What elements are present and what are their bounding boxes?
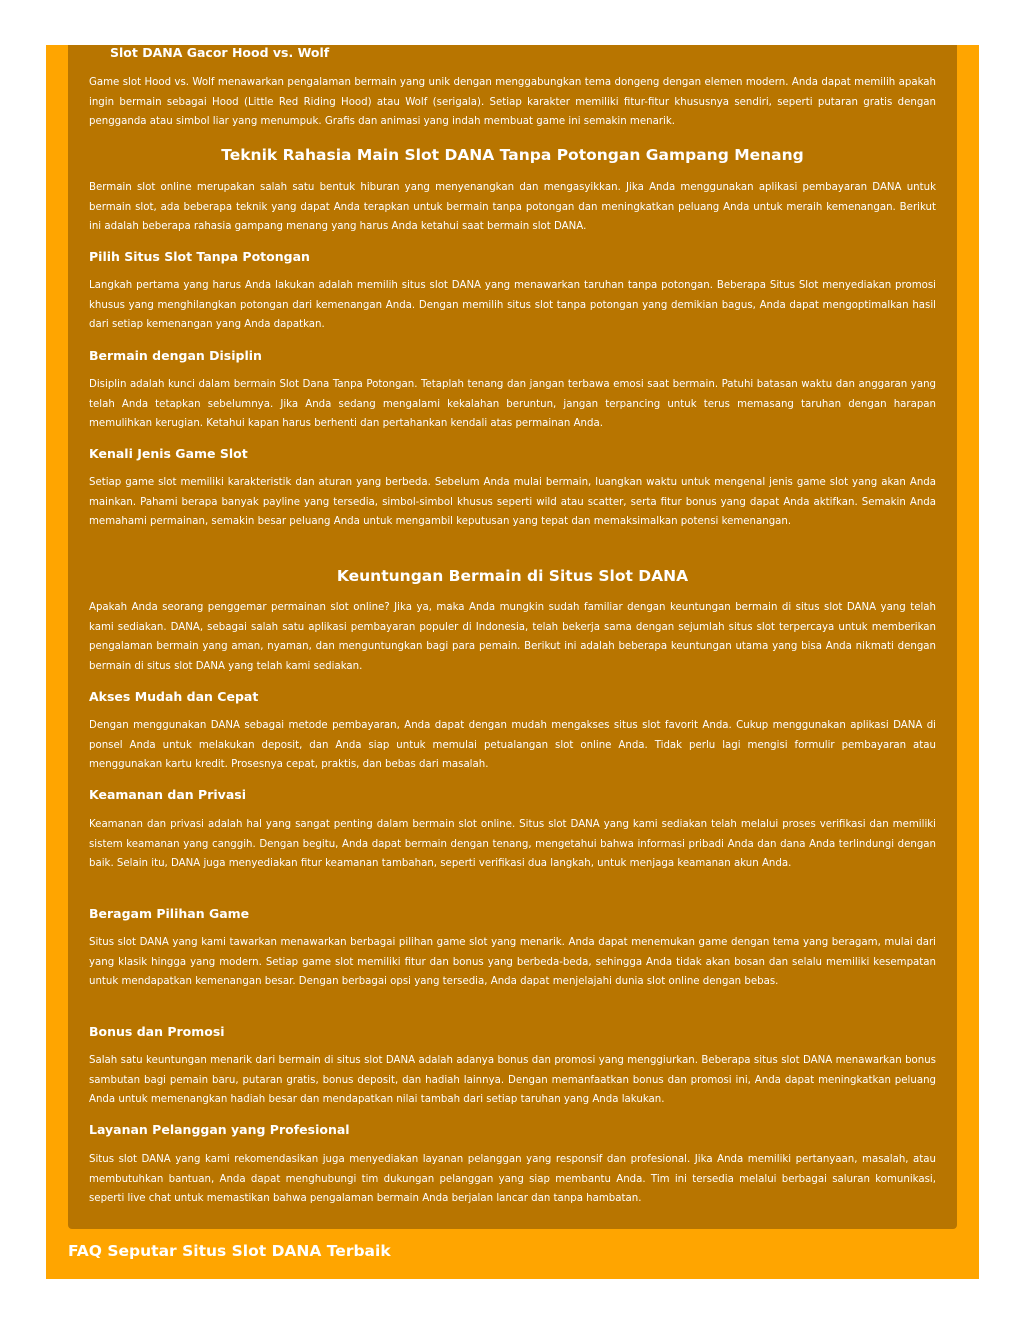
article-body	[68, 45, 957, 1229]
heading-layanan-pelanggan: Layanan Pelanggan yang Profesional	[89, 1122, 350, 1137]
paragraph-hood-vs-wolf: Game slot Hood vs. Wolf menawarkan pengalaman bermain yang unik dengan menggabungkan tema dongeng dengan elemen modern. Anda dapat memilih apakah ingin bermain sebagai Hood (Little Red Riding Hood) atau Wolf (serigala). Setiap karakter memiliki fitur-fitur khususnya sendiri, seperti putaran gratis dengan pengganda atau simbol liar yang menumpuk. Grafis dan animasi yang indah membuat game ini semakin menarik.	[89, 77, 936, 128]
paragraph-keamanan: Keamanan dan privasi adalah hal yang sangat penting dalam bermain slot online. Situs slot DANA yang kami sediakan telah melalui proses verifikasi dan memiliki sistem keamanan yang canggih. Dengan begitu, Anda dapat bermain dengan tenang, mengetahui bahwa informasi pribadi Anda dan dana Anda terlindungi dengan baik. Selain itu, DANA juga menyediakan fitur keamanan tambahan, seperti verifikasi dua langkah, untuk menjaga keamanan akun Anda.	[89, 819, 936, 870]
heading-teknik-rahasia: Teknik Rahasia Main Slot DANA Tanpa Potongan Gampang Menang	[221, 146, 804, 164]
heading-bonus-promosi: Bonus dan Promosi	[89, 1024, 225, 1039]
heading-kenali-jenis: Kenali Jenis Game Slot	[89, 446, 248, 461]
paragraph-beragam-game: Situs slot DANA yang kami tawarkan menawarkan berbagai pilihan game slot yang menarik. Anda dapat menemukan game dengan tema yang beragam, mulai dari yang klasik hingga yang modern. Setiap game slot memiliki fitur dan bonus yang berbeda-beda, sehingga Anda tidak akan bosan dan selalu memiliki kesempatan untuk mendapatkan kemenangan besar. Dengan berbagai opsi yang tersedia, Anda dapat menjelajahi dunia slot online dengan bebas.	[89, 937, 936, 988]
paragraph-kenali-jenis: Setiap game slot memiliki karakteristik dan aturan yang berbeda. Sebelum Anda mulai bermain, luangkan waktu untuk mengenal jenis game slot yang akan Anda mainkan. Pahami berapa banyak payline yang tersedia, simbol-simbol khusus seperti wild atau scatter, serta fitur bonus yang dapat Anda aktifkan. Semakin Anda memahami permainan, semakin besar peluang Anda untuk mengambil keputusan yang tepat dan memaksimalkan potensi kemenangan.	[89, 477, 936, 528]
paragraph-teknik-intro: Bermain slot online merupakan salah satu bentuk hiburan yang menyenangkan dan mengasyikkan. Jika Anda menggunakan aplikasi pembayaran DANA untuk bermain slot, ada beberapa teknik yang dapat Anda terapkan untuk bermain tanpa potongan dan meningkatkan peluang Anda untuk meraih kemenangan. Berikut ini adalah beberapa rahasia gampang menang yang harus Anda ketahui saat bermain slot DANA.	[89, 182, 936, 233]
paragraph-bonus-promosi: Salah satu keuntungan menarik dari bermain di situs slot DANA adalah adanya bonus dan promosi yang menggiurkan. Beberapa situs slot DANA menawarkan bonus sambutan bagi pemain baru, putaran gratis, bonus deposit, dan hadiah lainnya. Dengan memanfaatkan bonus dan promosi ini, Anda dapat meningkatkan peluang Anda untuk memenangkan hadiah besar dan mendapatkan nilai tambah dari setiap taruhan yang Anda lakukan.	[89, 1055, 936, 1106]
paragraph-keuntungan-intro: Apakah Anda seorang penggemar permainan slot online? Jika ya, maka Anda mungkin sudah familiar dengan keuntungan bermain di situs slot DANA yang telah kami sediakan. DANA, sebagai salah satu aplikasi pembayaran populer di Indonesia, telah bekerja sama dengan sejumlah situs slot terpercaya untuk memberikan pengalaman bermain yang aman, nyaman, dan menguntungkan bagi para pemain. Berikut ini adalah beberapa keuntungan utama yang bisa Anda nikmati dengan bermain di situs slot DANA yang telah kami sediakan.	[89, 602, 936, 673]
heading-hood-vs-wolf: Slot DANA Gacor Hood vs. Wolf	[110, 45, 330, 60]
paragraph-pilih-situs: Langkah pertama yang harus Anda lakukan adalah memilih situs slot DANA yang menawarkan taruhan tanpa potongan. Beberapa Situs Slot menyediakan promosi khusus yang menghilangkan potongan dari kemenangan Anda. Dengan memilih situs slot tanpa potongan yang demikian bagus, Anda dapat mengoptimalkan hasil dari setiap kemenangan yang Anda dapatkan.	[89, 280, 936, 331]
paragraph-disiplin: Disiplin adalah kunci dalam bermain Slot Dana Tanpa Potongan. Tetaplah tenang dan jangan terbawa emosi saat bermain. Patuhi batasan waktu dan anggaran yang telah Anda tetapkan sebelumnya. Jika Anda sedang mengalami kekalahan beruntun, jangan terpancing untuk terus memasang taruhan dengan harapan memulihkan kerugian. Ketahui kapan harus berhenti dan pertahankan kendali atas permainan Anda.	[89, 379, 936, 430]
heading-beragam-game: Beragam Pilihan Game	[89, 906, 250, 921]
paragraph-akses-mudah: Dengan menggunakan DANA sebagai metode pembayaran, Anda dapat dengan mudah mengakses situs slot favorit Anda. Cukup menggunakan aplikasi DANA di ponsel Anda untuk melakukan deposit, dan Anda siap untuk memulai petualangan slot online Anda. Tidak perlu lagi mengisi formulir pembayaran atau menggunakan kartu kredit. Prosesnya cepat, praktis, dan bebas dari masalah.	[89, 720, 936, 771]
heading-akses-mudah: Akses Mudah dan Cepat	[89, 689, 259, 704]
heading-disiplin: Bermain dengan Disiplin	[89, 348, 262, 363]
paragraph-layanan-pelanggan: Situs slot DANA yang kami rekomendasikan juga menyediakan layanan pelanggan yang responsif dan profesional. Jika Anda memiliki pertanyaan, masalah, atau membutuhkan bantuan, Anda dapat menghubungi tim dukungan pelanggan yang siap membantu Anda. Tim ini tersedia melalui berbagai saluran komunikasi, seperti live chat untuk memastikan bahwa pengalaman bermain Anda berjalan lancar dan tanpa hambatan.	[89, 1154, 936, 1205]
heading-keuntungan: Keuntungan Bermain di Situs Slot DANA	[336, 567, 689, 585]
heading-pilih-situs: Pilih Situs Slot Tanpa Potongan	[89, 249, 310, 264]
heading-keamanan: Keamanan dan Privasi	[89, 787, 246, 802]
page-container	[46, 45, 979, 1279]
faq-heading: FAQ Seputar Situs Slot DANA Terbaik	[68, 1242, 391, 1260]
